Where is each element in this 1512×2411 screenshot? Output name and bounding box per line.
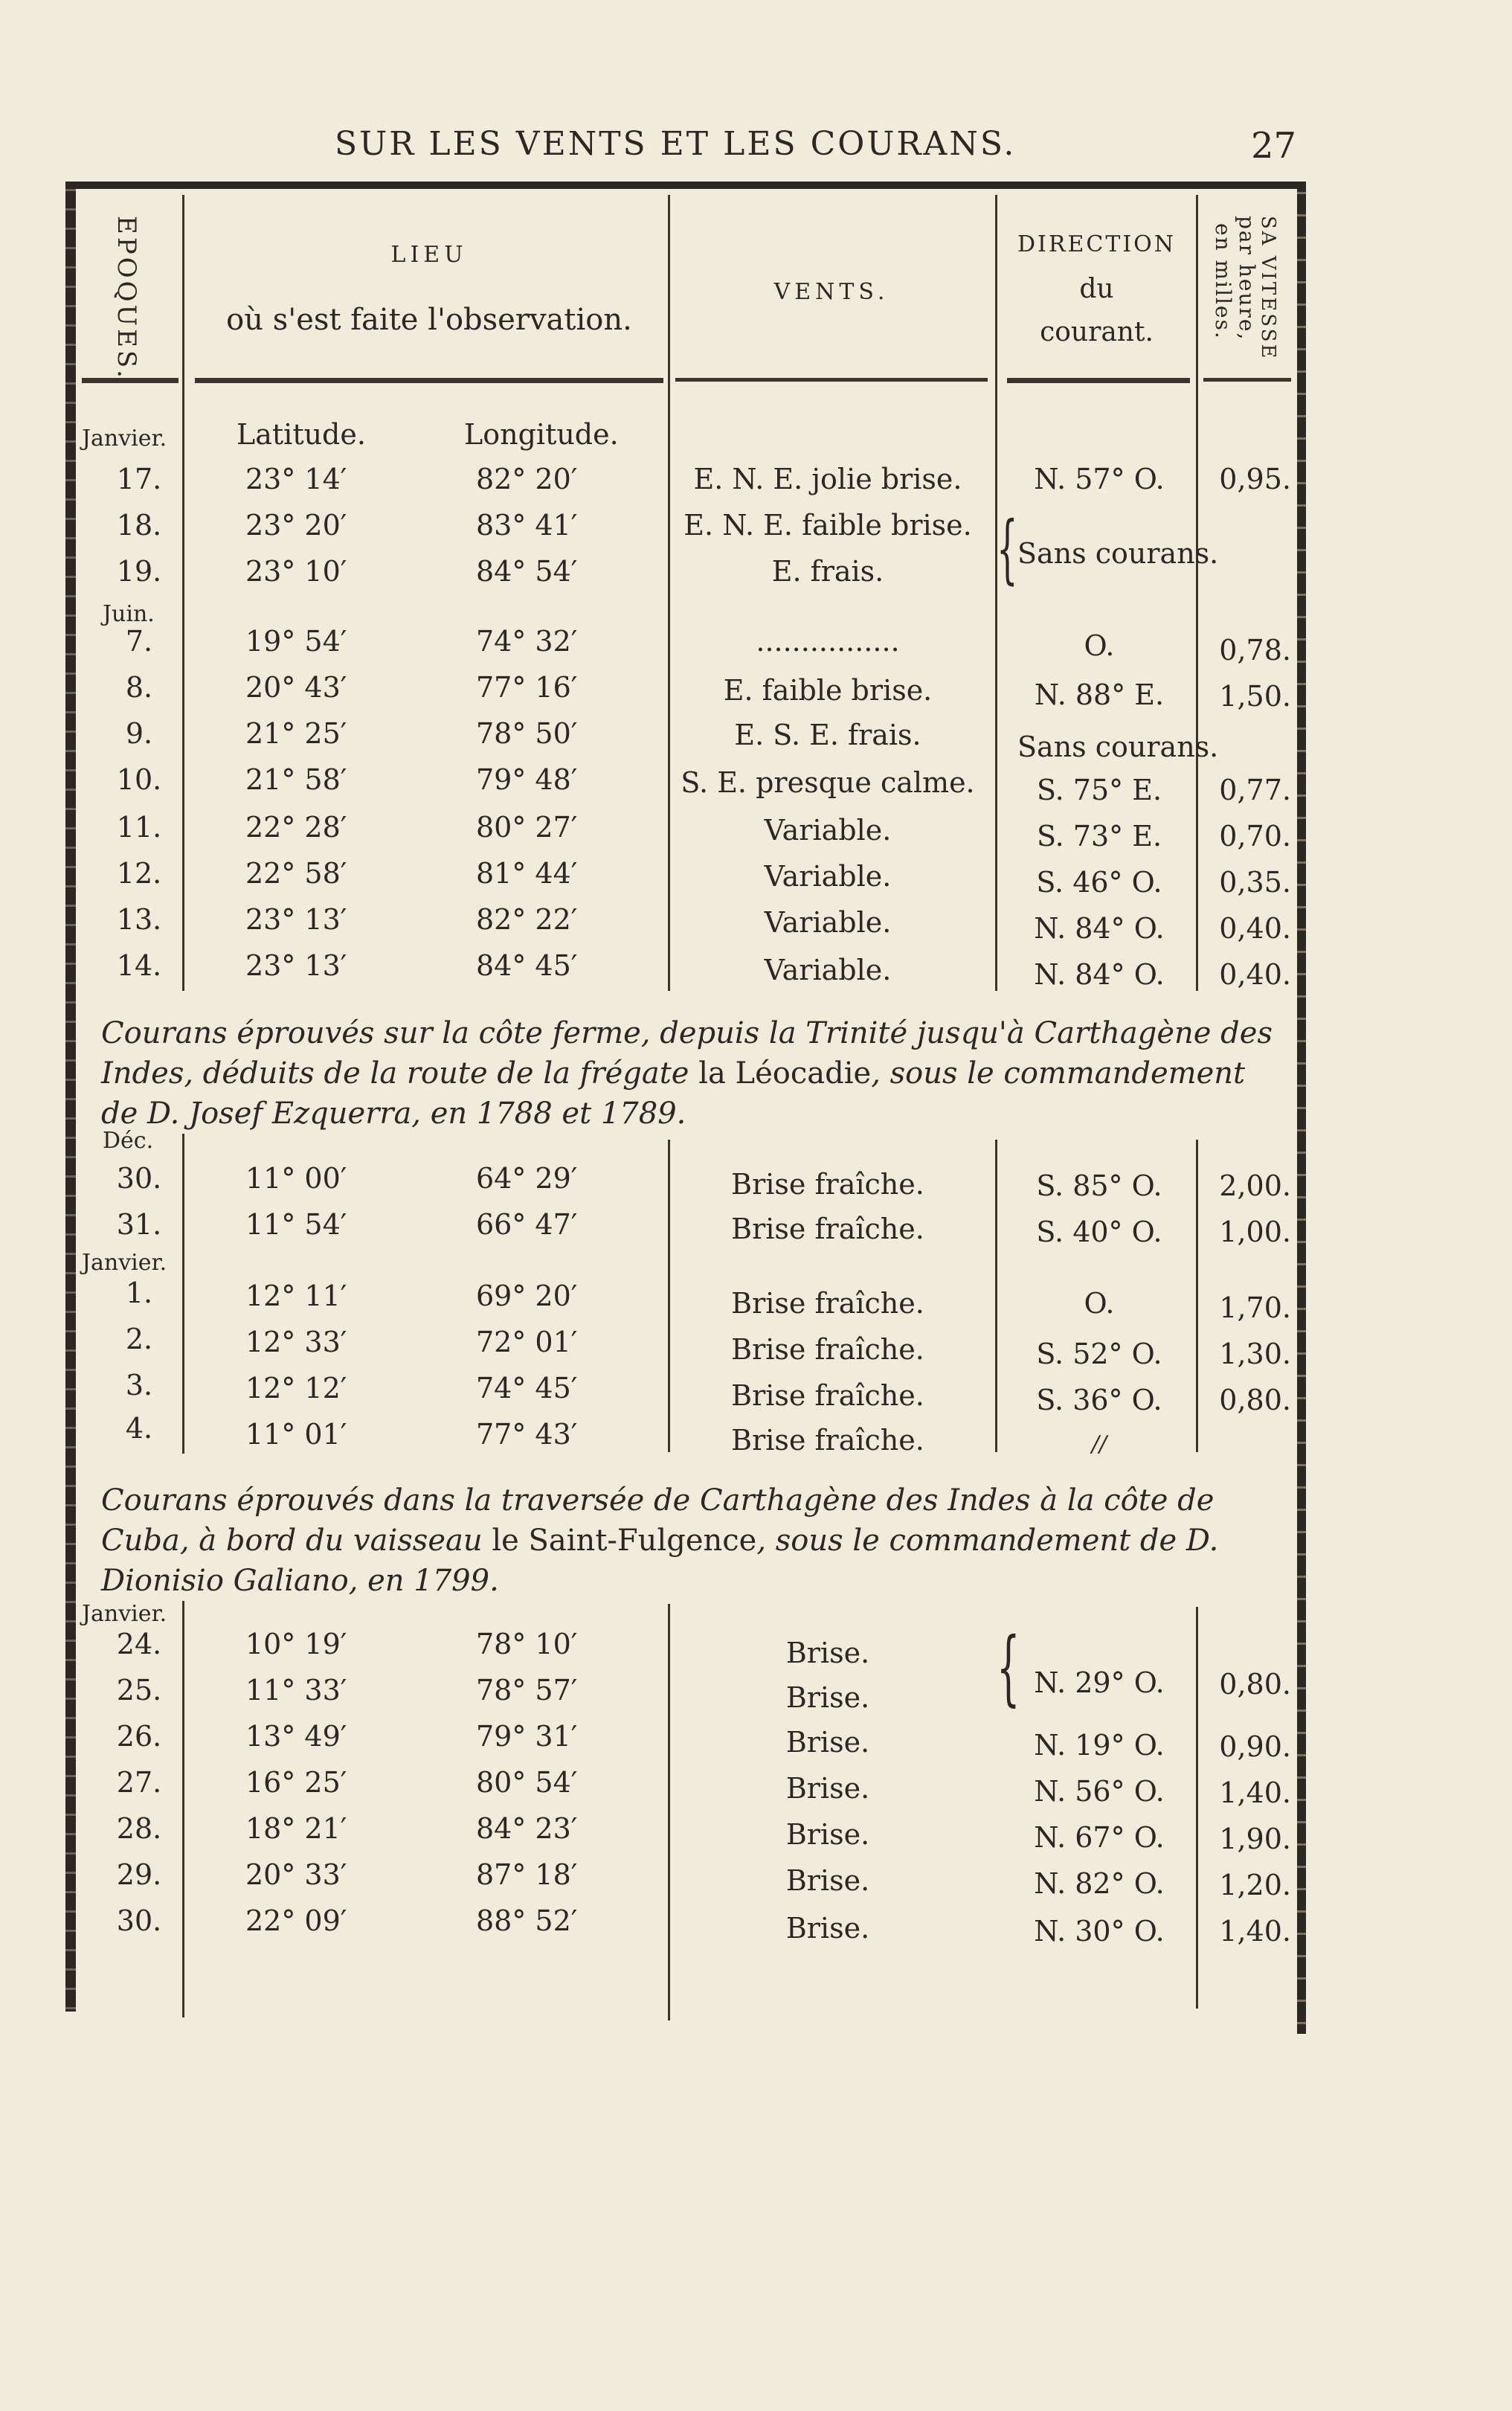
- row-direction: //: [1091, 1431, 1107, 1457]
- row-direction: S. 46° O.: [1036, 866, 1162, 899]
- row-longitude: 66° 47′: [476, 1208, 578, 1241]
- row-epoque: 30.: [116, 1162, 162, 1195]
- running-head-title: SUR LES VENTS ET LES COURANS.: [335, 125, 1017, 163]
- row-vent: Brise.: [785, 1726, 870, 1759]
- row-direction: O.: [1084, 629, 1115, 662]
- header-direction-line3: courant.: [1040, 317, 1154, 347]
- row-longitude: 84° 45′: [476, 949, 578, 982]
- row-vent: Variable.: [764, 814, 892, 847]
- row-latitude: 20° 43′: [245, 671, 347, 704]
- row-latitude: 10° 19′: [245, 1628, 347, 1660]
- row-vitesse: 1,30.: [1219, 1338, 1291, 1370]
- row-epoque: 30.: [116, 1904, 162, 1937]
- row-vent: Brise fraîche.: [731, 1379, 924, 1412]
- caption-text: Courans éprouvés sur la côte ferme, depuis la Trinité jusqu'à Carthagène des Indes, déduits de la route de la frégate: [101, 1016, 1273, 1091]
- row-epoque: 3.: [125, 1369, 153, 1402]
- row-vitesse: 0,90.: [1219, 1730, 1291, 1763]
- row-direction: S. 73° E.: [1036, 820, 1162, 853]
- ship-name: le Saint-Fulgence: [492, 1524, 757, 1558]
- row-vent: Brise.: [785, 1637, 870, 1669]
- row-direction: S. 36° O.: [1036, 1384, 1162, 1416]
- row-vitesse: 0,78.: [1219, 634, 1291, 667]
- row-latitude: 16° 25′: [245, 1766, 347, 1799]
- brace: {: [997, 505, 1018, 592]
- divider-vents: [995, 1140, 997, 1452]
- row-longitude: 83° 41′: [476, 509, 578, 542]
- row-vitesse: 0,95.: [1219, 463, 1291, 495]
- row-epoque: 12.: [116, 857, 162, 890]
- header-vitesse-line2: par heure,: [1235, 216, 1259, 341]
- row-vent: Brise.: [785, 1864, 870, 1897]
- row-epoque: 28.: [116, 1812, 162, 1845]
- row-vitesse: 1,90.: [1219, 1823, 1291, 1855]
- header-rule-vitesse: [1203, 378, 1291, 382]
- row-direction: N. 67° O.: [1034, 1821, 1165, 1854]
- brace: {: [997, 1619, 1020, 1715]
- row-latitude: 23° 13′: [245, 903, 347, 936]
- row-epoque: 11.: [116, 811, 162, 844]
- row-epoque: 31.: [116, 1208, 162, 1241]
- row-longitude: 80° 27′: [476, 811, 578, 844]
- row-longitude: 64° 29′: [476, 1162, 578, 1195]
- section-caption: [101, 1013, 1284, 1134]
- row-direction: O.: [1084, 1287, 1115, 1320]
- row-vitesse: 1,40.: [1219, 1915, 1291, 1948]
- row-vent: Variable.: [764, 860, 892, 893]
- caption-text: , sous le commandement de D. Josef Ezquerra, en 1788 et 1789.: [101, 1056, 1246, 1131]
- row-vent: S. E. presque calme.: [681, 766, 975, 799]
- row-epoque: 9.: [125, 717, 153, 750]
- row-latitude: 21° 58′: [245, 763, 347, 796]
- row-epoque: 10.: [116, 763, 162, 796]
- header-rule-vents: [675, 378, 988, 382]
- row-latitude: 23° 13′: [245, 949, 347, 982]
- row-vent: E. faible brise.: [723, 674, 933, 707]
- row-direction: N. 56° O.: [1034, 1775, 1165, 1808]
- row-vitesse: 1,40.: [1219, 1776, 1291, 1809]
- row-direction: N. 84° O.: [1034, 912, 1165, 945]
- header-vents: VENTS.: [773, 279, 889, 305]
- row-latitude: 11° 00′: [245, 1162, 347, 1195]
- row-vitesse: 1,00.: [1219, 1216, 1291, 1248]
- merged-direction: N. 29° O.: [1034, 1666, 1165, 1699]
- row-longitude: 88° 52′: [476, 1904, 578, 1937]
- row-latitude: 23° 10′: [245, 555, 347, 588]
- row-vent: E. frais.: [771, 555, 884, 588]
- row-epoque: 14.: [116, 949, 162, 982]
- row-latitude: 11° 54′: [245, 1208, 347, 1241]
- row-longitude: 78° 10′: [476, 1628, 578, 1660]
- row-longitude: 74° 45′: [476, 1372, 578, 1404]
- ship-name: la Léocadie: [698, 1056, 872, 1091]
- row-vent: Variable.: [764, 906, 892, 939]
- row-epoque: 1.: [125, 1277, 153, 1309]
- row-direction: N. 84° O.: [1034, 958, 1165, 991]
- row-vent: Variable.: [764, 954, 892, 986]
- row-vent: Brise.: [785, 1772, 870, 1805]
- row-vitesse: 1,20.: [1219, 1869, 1291, 1901]
- row-direction: N. 19° O.: [1034, 1729, 1165, 1762]
- row-vitesse: 1,70.: [1219, 1291, 1291, 1324]
- row-longitude: 78° 57′: [476, 1674, 578, 1707]
- row-vitesse: 0,70.: [1219, 820, 1291, 853]
- row-longitude: 69° 20′: [476, 1280, 578, 1312]
- row-vent: Brise.: [785, 1912, 870, 1945]
- row-direction: S. 85° O.: [1036, 1169, 1162, 1202]
- row-longitude: 80° 54′: [476, 1766, 578, 1799]
- row-direction: N. 30° O.: [1034, 1915, 1165, 1948]
- row-latitude: 19° 54′: [245, 625, 347, 658]
- latitude-label: Latitude.: [237, 418, 366, 451]
- row-latitude: 18° 21′: [245, 1812, 347, 1845]
- row-latitude: 20° 33′: [245, 1858, 347, 1891]
- row-epoque: 24.: [116, 1628, 162, 1660]
- table-right-border: [1297, 182, 1306, 2034]
- header-epoques: EPOQUES.: [112, 216, 141, 381]
- row-longitude: 82° 20′: [476, 463, 578, 495]
- row-vitesse: 0,40.: [1219, 958, 1291, 991]
- merged-vitesse: 0,80.: [1219, 1668, 1291, 1701]
- merged-direction: Sans courans.: [1017, 537, 1219, 570]
- row-epoque: 25.: [116, 1674, 162, 1707]
- row-epoque: 7.: [125, 625, 153, 658]
- row-vitesse: 2,00.: [1219, 1169, 1291, 1202]
- longitude-label: Longitude.: [464, 418, 619, 451]
- caption-text: Courans éprouvés dans la traversée de Carthagène des Indes à la côte de Cuba, à bord du vaisseau: [101, 1483, 1215, 1558]
- month-label: Janvier.: [82, 1250, 167, 1276]
- header-vitesse-line3: en milles.: [1211, 223, 1235, 340]
- row-latitude: 13° 49′: [245, 1720, 347, 1753]
- row-vitesse: 0,35.: [1219, 866, 1291, 899]
- month-label: Juin.: [103, 601, 155, 627]
- header-rule-direction: [1007, 378, 1190, 383]
- row-vent: Brise.: [785, 1681, 870, 1714]
- row-longitude: 79° 31′: [476, 1720, 578, 1753]
- row-epoque: 4.: [125, 1412, 153, 1445]
- row-vitesse: 1,50.: [1219, 680, 1291, 713]
- row-latitude: 23° 14′: [245, 463, 347, 495]
- header-vitesse-line1: SA VITESSE: [1257, 216, 1279, 361]
- row-vent: Brise.: [785, 1818, 870, 1851]
- page-number: 27: [1251, 125, 1297, 167]
- row-epoque: 13.: [116, 903, 162, 936]
- month-label: Janvier.: [82, 426, 167, 452]
- row-epoque: 2.: [125, 1323, 153, 1355]
- header-rule-lieu: [195, 378, 663, 383]
- section-caption: [101, 1480, 1284, 1601]
- row-direction: N. 82° O.: [1034, 1867, 1165, 1900]
- row-longitude: 77° 16′: [476, 671, 578, 704]
- row-vent: E. N. E. faible brise.: [683, 509, 972, 542]
- header-direction-line1: DIRECTION: [1017, 231, 1177, 257]
- table-top-border: [65, 182, 1300, 189]
- row-epoque: 8.: [125, 671, 153, 704]
- row-longitude: 79° 48′: [476, 763, 578, 796]
- row-latitude: 12° 33′: [245, 1326, 347, 1358]
- month-label: Déc.: [103, 1128, 154, 1154]
- row-longitude: 72° 01′: [476, 1326, 578, 1358]
- row-direction: N. 88° E.: [1034, 678, 1165, 711]
- row-epoque: 27.: [116, 1766, 162, 1799]
- row-vent: Brise fraîche.: [731, 1424, 924, 1457]
- row-vent: Brise fraîche.: [731, 1213, 924, 1245]
- row-vent: Brise fraîche.: [731, 1168, 924, 1201]
- row-direction: S. 75° E.: [1036, 774, 1162, 806]
- header-lieu-line1: LIEU: [390, 242, 468, 268]
- row-longitude: 77° 43′: [476, 1418, 578, 1451]
- row-epoque: 26.: [116, 1720, 162, 1753]
- running-head: [0, 125, 1512, 170]
- row-latitude: 12° 11′: [245, 1280, 347, 1312]
- row-latitude: 22° 28′: [245, 811, 347, 844]
- row-direction: Sans courans.: [1017, 731, 1219, 763]
- row-vent: E. N. E. jolie brise.: [693, 463, 962, 495]
- row-direction: S. 52° O.: [1036, 1338, 1162, 1370]
- row-vent: E. S. E. frais.: [734, 719, 921, 751]
- row-vitesse: 0,80.: [1219, 1384, 1291, 1416]
- row-epoque: 17.: [116, 463, 162, 495]
- table-left-border: [65, 182, 76, 2012]
- row-longitude: 84° 54′: [476, 555, 578, 588]
- row-vent: ................: [756, 625, 900, 658]
- row-longitude: 81° 44′: [476, 857, 578, 890]
- row-vent: Brise fraîche.: [731, 1333, 924, 1366]
- row-longitude: 84° 23′: [476, 1812, 578, 1845]
- row-vent: Brise fraîche.: [731, 1287, 924, 1320]
- row-latitude: 22° 09′: [245, 1904, 347, 1937]
- row-longitude: 87° 18′: [476, 1858, 578, 1891]
- header-lieu-line2: où s'est faite l'observation.: [226, 303, 632, 337]
- row-latitude: 23° 20′: [245, 509, 347, 542]
- month-label: Janvier.: [82, 1601, 167, 1627]
- row-direction: N. 57° O.: [1034, 463, 1165, 495]
- row-vitesse: 0,40.: [1219, 912, 1291, 945]
- header-direction-line2: du: [1079, 274, 1114, 304]
- row-latitude: 22° 58′: [245, 857, 347, 890]
- row-latitude: 11° 01′: [245, 1418, 347, 1451]
- divider-epoques: [182, 1601, 184, 2017]
- row-longitude: 74° 32′: [476, 625, 578, 658]
- row-longitude: 78° 50′: [476, 717, 578, 750]
- row-epoque: 29.: [116, 1858, 162, 1891]
- row-latitude: 12° 12′: [245, 1372, 347, 1404]
- row-vitesse: 0,77.: [1219, 774, 1291, 806]
- row-longitude: 82° 22′: [476, 903, 578, 936]
- row-epoque: 18.: [116, 509, 162, 542]
- row-direction: S. 40° O.: [1036, 1216, 1162, 1248]
- caption-text: , sous le commandement de D. Dionisio Galiano, en 1799.: [101, 1524, 1219, 1598]
- row-latitude: 11° 33′: [245, 1674, 347, 1707]
- row-latitude: 21° 25′: [245, 717, 347, 750]
- row-epoque: 19.: [116, 555, 162, 588]
